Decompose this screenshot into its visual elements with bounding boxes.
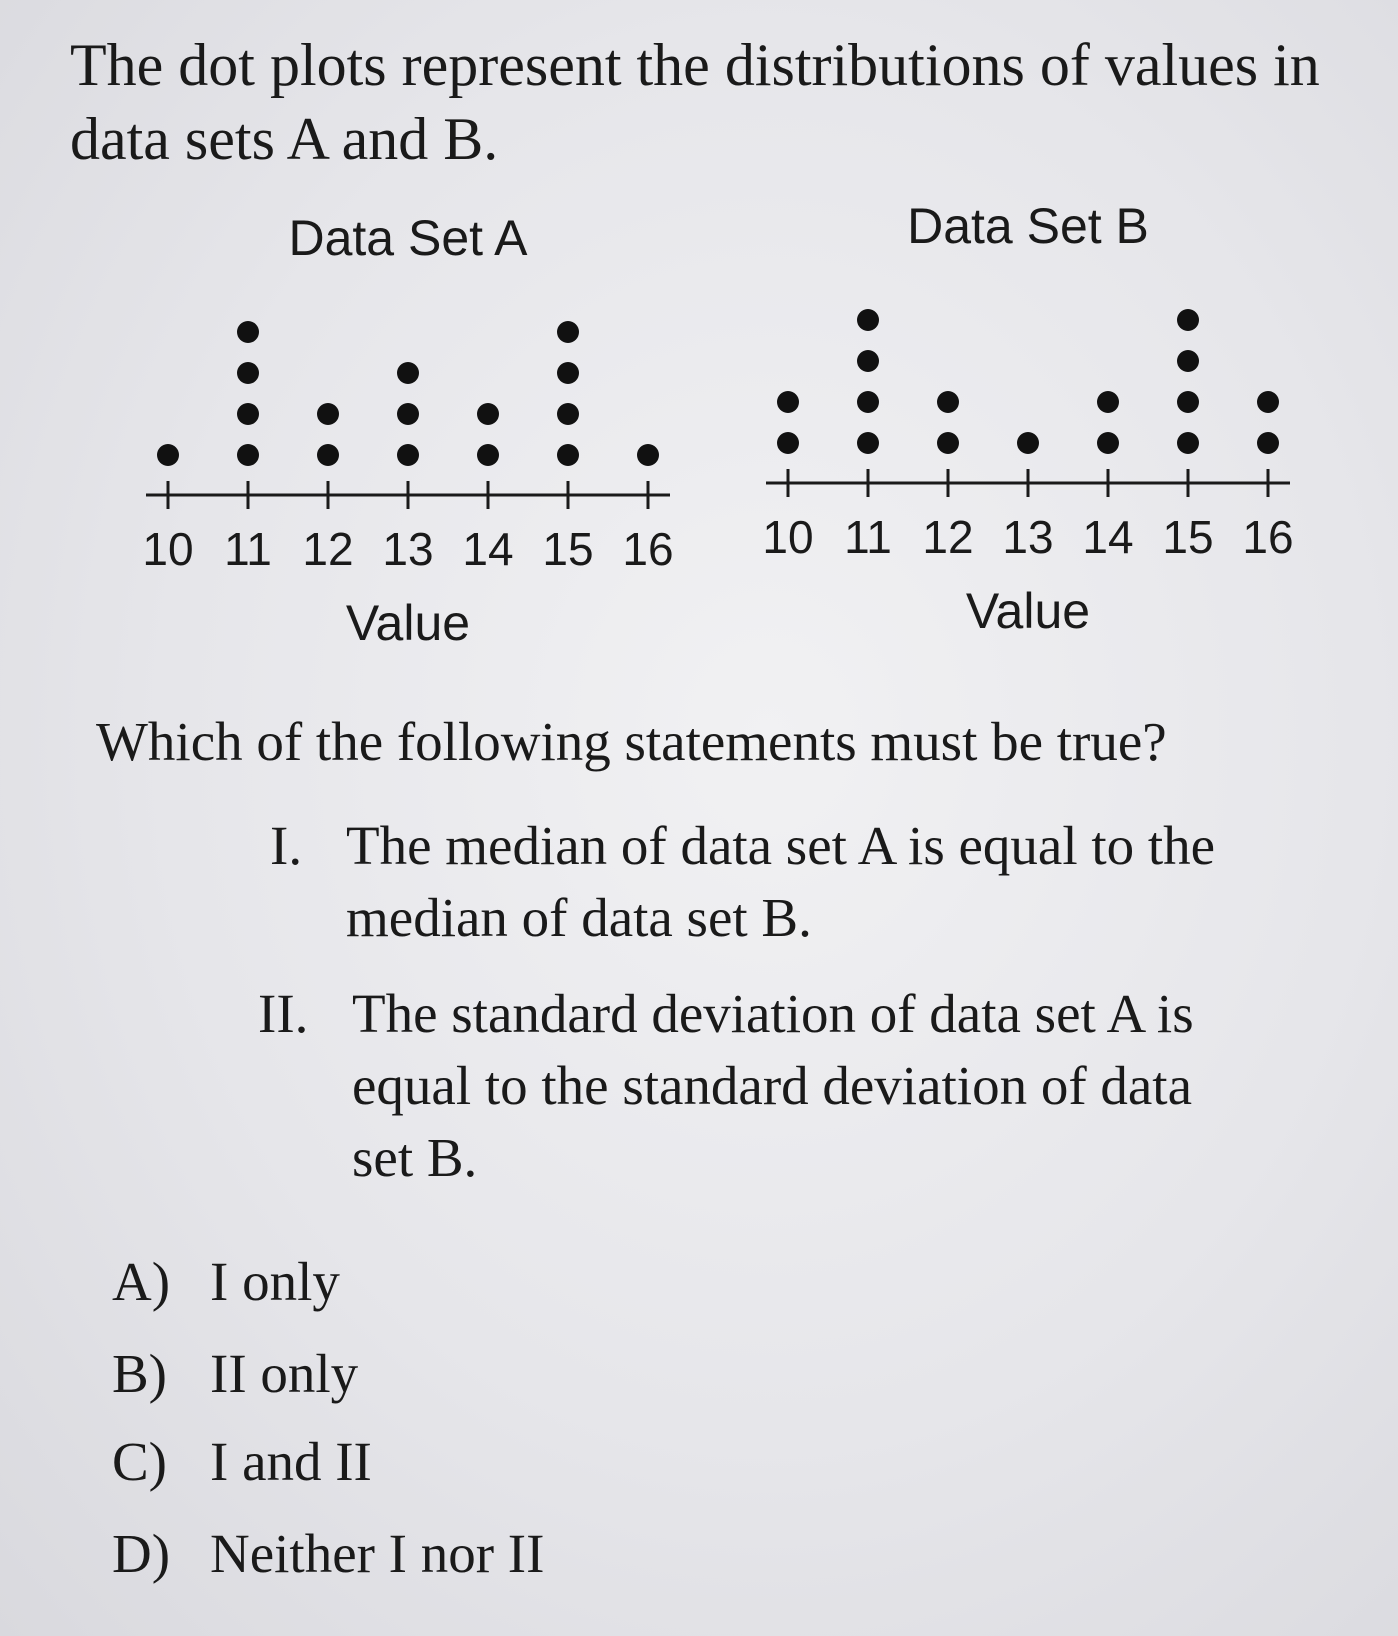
choice-a-text: I only [210,1251,340,1312]
x-tick-label: 15 [1162,511,1214,563]
x-axis-label: Value [965,583,1091,639]
question-text: Which of the following statements must be true? [96,711,1167,772]
data-dot [557,321,579,343]
data-dot [237,403,259,425]
choice-c[interactable] [112,1430,372,1493]
choice-d[interactable] [112,1522,544,1585]
data-dot [857,391,879,413]
x-axis-label: Value [345,595,471,651]
x-tick-label: 11 [844,511,892,563]
data-dot [397,362,419,384]
data-dot [237,362,259,384]
choice-d-text: Neither I nor II [210,1523,545,1584]
data-dot [1017,432,1039,454]
choice-d-letter: D) [112,1523,171,1584]
data-dot [637,444,659,466]
choice-b[interactable] [112,1342,358,1405]
data-dot [477,403,499,425]
data-dot [557,362,579,384]
choice-a-letter: A) [112,1251,171,1312]
x-tick-label: 10 [762,511,814,563]
data-dot [937,391,959,413]
data-dot [1177,309,1199,331]
x-tick-label: 13 [1002,511,1054,563]
data-dot [1177,391,1199,413]
data-dot [557,403,579,425]
data-dot [777,432,799,454]
data-dot [397,403,419,425]
data-dot [1097,432,1119,454]
data-dot [1257,391,1279,413]
choice-a[interactable] [112,1250,340,1313]
data-dot [1177,432,1199,454]
intro-text: The dot plots represent the distributions of values in data sets A and B. [70,32,1320,172]
x-tick-label: 14 [1082,511,1134,563]
x-tick-label: 16 [622,523,674,575]
x-tick-label: 12 [302,523,354,575]
choice-c-text: I and II [210,1431,372,1492]
statement-2-text: The standard deviation of data set A is equal to the standard deviation of data set B. [352,983,1194,1188]
data-dot [397,444,419,466]
x-tick-label: 16 [1242,511,1294,563]
x-tick-label: 10 [142,523,194,575]
dot-plot-b-svg [740,188,1340,658]
statement-1 [270,810,1350,960]
data-dot [317,403,339,425]
x-tick-label: 13 [382,523,434,575]
dot-plot-a [120,200,720,670]
data-dot [1177,350,1199,372]
data-dot [477,444,499,466]
x-tick-label: 12 [922,511,974,563]
choice-b-text: II only [210,1343,359,1404]
x-tick-label: 15 [542,523,594,575]
dot-plot-a-svg [120,200,720,670]
data-dot [1257,432,1279,454]
data-dot [777,391,799,413]
data-dot [557,444,579,466]
data-dot [857,432,879,454]
data-dot [237,321,259,343]
data-dot [857,350,879,372]
statement-1-text: The median of data set A is equal to the median of data set B. [346,815,1216,948]
x-tick-label: 11 [224,523,272,575]
x-tick-label: 14 [462,523,514,575]
choice-c-letter: C) [112,1431,167,1492]
statement-2-number: II. [258,983,309,1044]
statement-1-number: I. [270,815,303,876]
data-dot [237,444,259,466]
data-dot [157,444,179,466]
statement-2 [258,978,1358,1208]
plot-title: Data Set B [907,198,1149,254]
choice-b-letter: B) [112,1343,167,1404]
data-dot [937,432,959,454]
data-dot [857,309,879,331]
data-dot [1097,391,1119,413]
dot-plot-b [740,188,1340,658]
data-dot [317,444,339,466]
plot-title: Data Set A [288,210,528,266]
